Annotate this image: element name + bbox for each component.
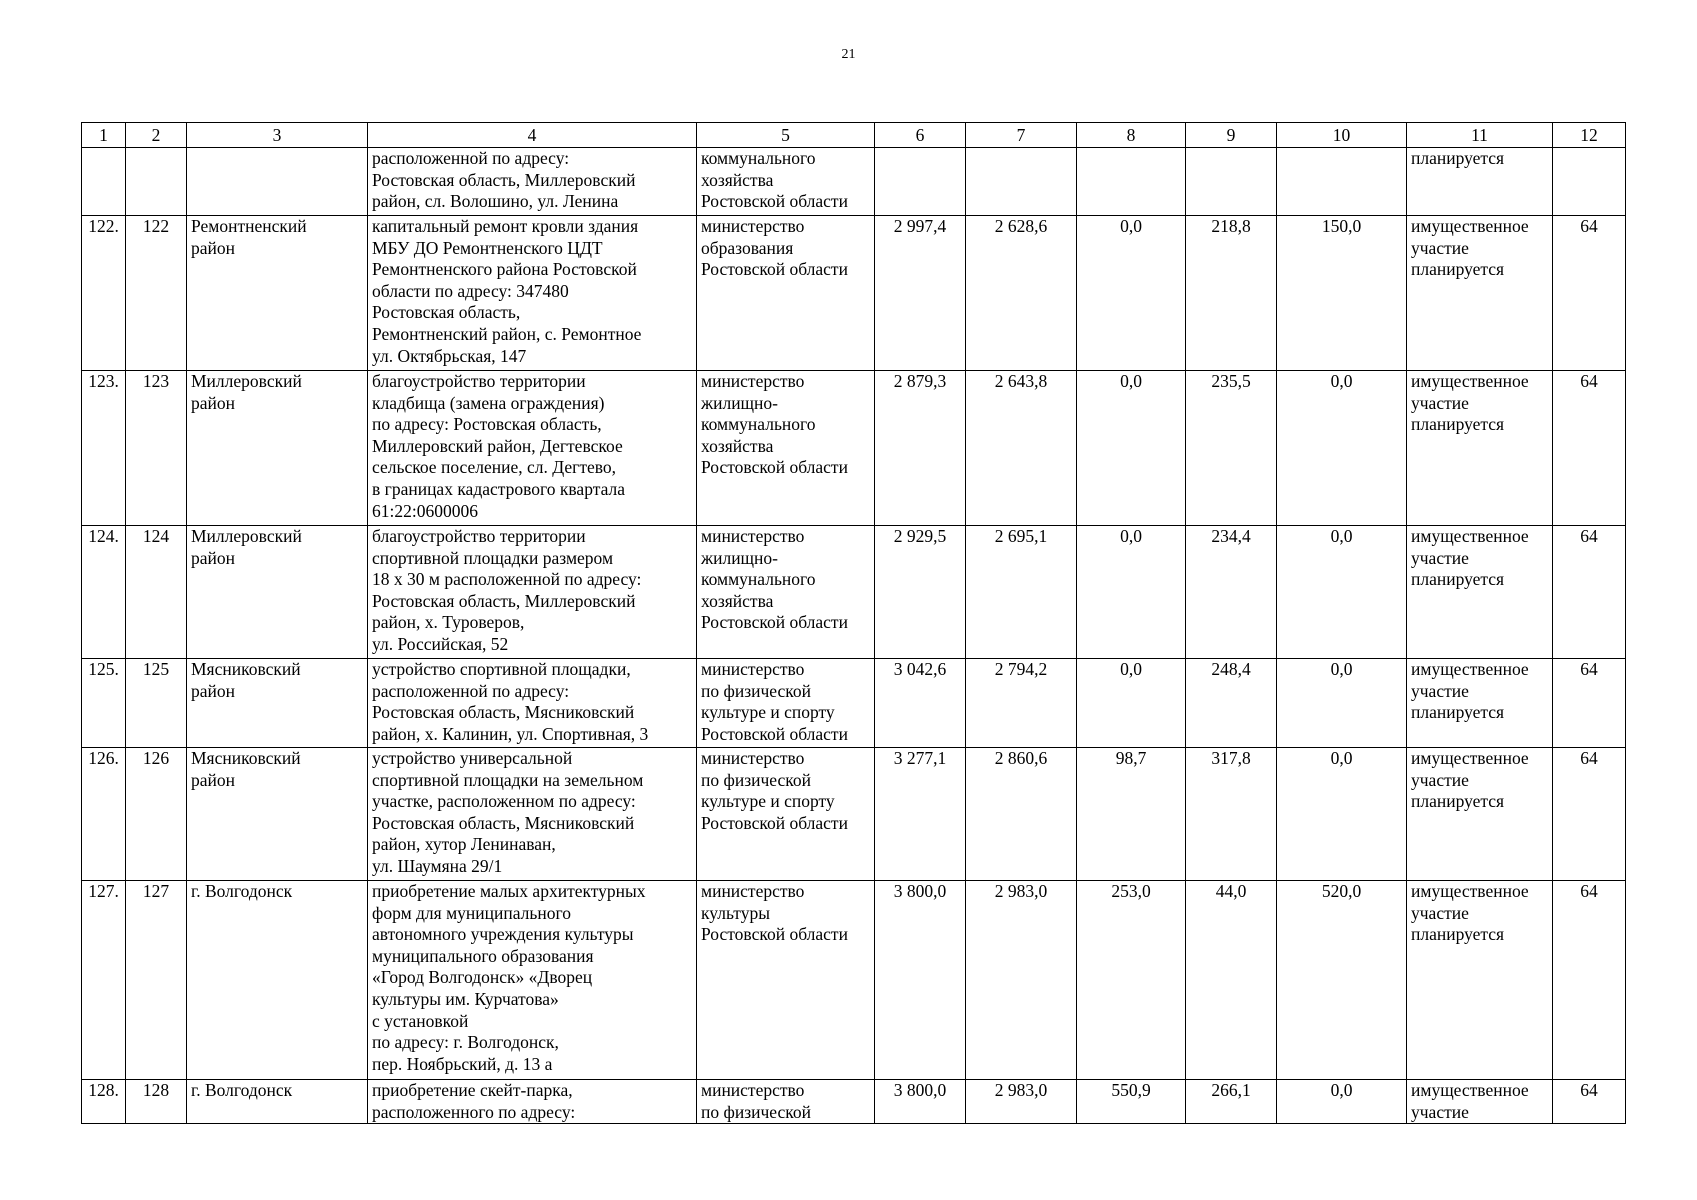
table-row bbox=[82, 216, 1626, 371]
value-cell bbox=[966, 148, 1077, 216]
value-cell bbox=[875, 148, 966, 216]
district-cell: Миллеровский район bbox=[187, 371, 368, 526]
value-cell: 317,8 bbox=[1186, 748, 1277, 881]
row-number-cell bbox=[126, 148, 187, 216]
value-cell: 2 983,0 bbox=[966, 1080, 1077, 1124]
value-cell: 2 860,6 bbox=[966, 748, 1077, 881]
code-cell: 64 bbox=[1553, 881, 1626, 1080]
description-cell: расположенной по адресу: Ростовская область, Миллеровский район, сл. Волошино, ул. Ленина bbox=[368, 148, 697, 216]
value-cell: 150,0 bbox=[1277, 216, 1407, 371]
code-cell: 64 bbox=[1553, 526, 1626, 659]
code-cell: 64 bbox=[1553, 659, 1626, 748]
description-cell: приобретение скейт-парка, расположенного по адресу: bbox=[368, 1080, 697, 1124]
code-cell: 64 bbox=[1553, 216, 1626, 371]
value-cell: 218,8 bbox=[1186, 216, 1277, 371]
value-cell bbox=[1077, 148, 1186, 216]
value-cell: 3 277,1 bbox=[875, 748, 966, 881]
row-index-cell bbox=[82, 148, 126, 216]
header-cell: 3 bbox=[187, 123, 368, 148]
district-cell: Ремонтненский район bbox=[187, 216, 368, 371]
value-cell bbox=[1277, 148, 1407, 216]
district-cell: г. Волгодонск bbox=[187, 881, 368, 1080]
description-cell: благоустройство территории спортивной площадки размером 18 х 30 м расположенной по адресу: Ростовская область, Миллеровский район, х. Туроверов, ул. Российская, 52 bbox=[368, 526, 697, 659]
participation-cell: имущественное участие планируется bbox=[1407, 216, 1553, 371]
value-cell: 0,0 bbox=[1277, 748, 1407, 881]
value-cell: 2 879,3 bbox=[875, 371, 966, 526]
ministry-cell: министерство по физической bbox=[697, 1080, 875, 1124]
value-cell: 234,4 bbox=[1186, 526, 1277, 659]
value-cell bbox=[1186, 148, 1277, 216]
participation-cell: имущественное участие планируется bbox=[1407, 881, 1553, 1080]
value-cell: 520,0 bbox=[1277, 881, 1407, 1080]
ministry-cell: коммунального хозяйства Ростовской области bbox=[697, 148, 875, 216]
code-cell: 64 bbox=[1553, 1080, 1626, 1124]
header-cell: 2 bbox=[126, 123, 187, 148]
table-row bbox=[82, 748, 1626, 881]
table-row bbox=[82, 659, 1626, 748]
description-cell: приобретение малых архитектурных форм для муниципального автономного учреждения культуры муниципального образования «Город Волгодонск» «Дворец культуры им. Курчатова» с установкой по адресу: г. Волгодонск, пер. Ноябрьский, д. 13 а bbox=[368, 881, 697, 1080]
participation-cell: планируется bbox=[1407, 148, 1553, 216]
ministry-cell: министерство по физической культуре и спорту Ростовской области bbox=[697, 748, 875, 881]
table-row bbox=[82, 371, 1626, 526]
header-cell: 1 bbox=[82, 123, 126, 148]
value-cell: 2 997,4 bbox=[875, 216, 966, 371]
value-cell: 44,0 bbox=[1186, 881, 1277, 1080]
value-cell: 0,0 bbox=[1277, 659, 1407, 748]
value-cell: 0,0 bbox=[1277, 371, 1407, 526]
header-cell: 4 bbox=[368, 123, 697, 148]
district-cell: Мясниковский район bbox=[187, 659, 368, 748]
district-cell: Мясниковский район bbox=[187, 748, 368, 881]
table-row bbox=[82, 881, 1626, 1080]
participation-cell: имущественное участие планируется bbox=[1407, 748, 1553, 881]
row-index-cell: 123. bbox=[82, 371, 126, 526]
ministry-cell: министерство образования Ростовской области bbox=[697, 216, 875, 371]
row-number-cell: 122 bbox=[126, 216, 187, 371]
table-row bbox=[82, 526, 1626, 659]
value-cell: 3 800,0 bbox=[875, 1080, 966, 1124]
code-cell: 64 bbox=[1553, 748, 1626, 881]
header-cell: 7 bbox=[966, 123, 1077, 148]
header-cell: 12 bbox=[1553, 123, 1626, 148]
row-number-cell: 123 bbox=[126, 371, 187, 526]
value-cell: 2 929,5 bbox=[875, 526, 966, 659]
description-cell: благоустройство территории кладбища (замена ограждения) по адресу: Ростовская область, Миллеровский район, Дегтевское сельское поселение, сл. Дегтево, в границах кадастрового квартала 61:22:0600006 bbox=[368, 371, 697, 526]
header-cell: 10 bbox=[1277, 123, 1407, 148]
value-cell: 3 042,6 bbox=[875, 659, 966, 748]
participation-cell: имущественное участие планируется bbox=[1407, 371, 1553, 526]
row-index-cell: 122. bbox=[82, 216, 126, 371]
value-cell: 2 983,0 bbox=[966, 881, 1077, 1080]
ministry-cell: министерство жилищно- коммунального хозяйства Ростовской области bbox=[697, 371, 875, 526]
table-row bbox=[82, 1080, 1626, 1124]
row-index-cell: 126. bbox=[82, 748, 126, 881]
header-cell: 11 bbox=[1407, 123, 1553, 148]
row-number-cell: 124 bbox=[126, 526, 187, 659]
row-number-cell: 128 bbox=[126, 1080, 187, 1124]
row-index-cell: 124. bbox=[82, 526, 126, 659]
data-table bbox=[81, 122, 1626, 1124]
code-cell bbox=[1553, 148, 1626, 216]
header-cell: 5 bbox=[697, 123, 875, 148]
value-cell: 248,4 bbox=[1186, 659, 1277, 748]
value-cell: 550,9 bbox=[1077, 1080, 1186, 1124]
row-index-cell: 128. bbox=[82, 1080, 126, 1124]
row-number-cell: 125 bbox=[126, 659, 187, 748]
header-cell: 8 bbox=[1077, 123, 1186, 148]
ministry-cell: министерство по физической культуре и спорту Ростовской области bbox=[697, 659, 875, 748]
value-cell: 2 643,8 bbox=[966, 371, 1077, 526]
value-cell: 2 794,2 bbox=[966, 659, 1077, 748]
header-row bbox=[82, 123, 1626, 148]
row-number-cell: 126 bbox=[126, 748, 187, 881]
value-cell: 0,0 bbox=[1277, 526, 1407, 659]
code-cell: 64 bbox=[1553, 371, 1626, 526]
value-cell: 98,7 bbox=[1077, 748, 1186, 881]
header-cell: 6 bbox=[875, 123, 966, 148]
value-cell: 3 800,0 bbox=[875, 881, 966, 1080]
district-cell: Миллеровский район bbox=[187, 526, 368, 659]
ministry-cell: министерство жилищно- коммунального хозяйства Ростовской области bbox=[697, 526, 875, 659]
value-cell: 2 628,6 bbox=[966, 216, 1077, 371]
ministry-cell: министерство культуры Ростовской области bbox=[697, 881, 875, 1080]
district-cell bbox=[187, 148, 368, 216]
value-cell: 0,0 bbox=[1077, 371, 1186, 526]
district-cell: г. Волгодонск bbox=[187, 1080, 368, 1124]
value-cell: 0,0 bbox=[1077, 216, 1186, 371]
description-cell: устройство спортивной площадки, расположенной по адресу: Ростовская область, Мясниковский район, х. Калинин, ул. Спортивная, 3 bbox=[368, 659, 697, 748]
value-cell: 0,0 bbox=[1277, 1080, 1407, 1124]
participation-cell: имущественное участие планируется bbox=[1407, 659, 1553, 748]
value-cell: 253,0 bbox=[1077, 881, 1186, 1080]
participation-cell: имущественное участие bbox=[1407, 1080, 1553, 1124]
page-number: 21 bbox=[841, 47, 856, 62]
description-cell: капитальный ремонт кровли здания МБУ ДО Ремонтненского ЦДТ Ремонтненского района Ростовской области по адресу: 347480 Ростовская область, Ремонтненский район, с. Ремонтное ул. Октябрьская, 147 bbox=[368, 216, 697, 371]
header-cell: 9 bbox=[1186, 123, 1277, 148]
row-index-cell: 125. bbox=[82, 659, 126, 748]
value-cell: 2 695,1 bbox=[966, 526, 1077, 659]
continuation-row bbox=[82, 148, 1626, 216]
participation-cell: имущественное участие планируется bbox=[1407, 526, 1553, 659]
row-number-cell: 127 bbox=[126, 881, 187, 1080]
description-cell: устройство универсальной спортивной площадки на земельном участке, расположенном по адресу: Ростовская область, Мясниковский район, хутор Ленинаван, ул. Шаумяна 29/1 bbox=[368, 748, 697, 881]
value-cell: 266,1 bbox=[1186, 1080, 1277, 1124]
value-cell: 0,0 bbox=[1077, 526, 1186, 659]
row-index-cell: 127. bbox=[82, 881, 126, 1080]
value-cell: 235,5 bbox=[1186, 371, 1277, 526]
value-cell: 0,0 bbox=[1077, 659, 1186, 748]
